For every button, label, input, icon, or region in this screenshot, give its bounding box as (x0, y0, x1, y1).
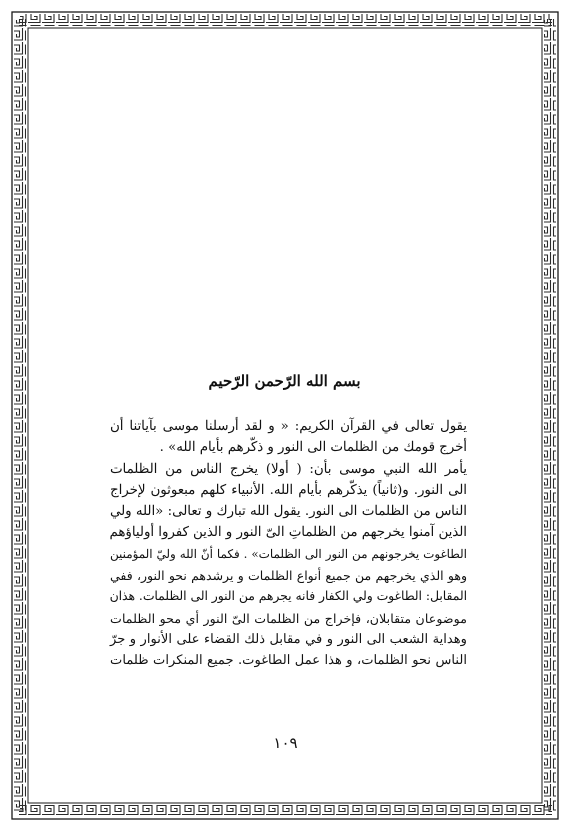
text-line: الطاغوت يخرجونهم من النور الى الظلمات» . فكما أنّ الله وليّ المؤمنين (110, 546, 467, 561)
text-line: الذين آمنوا يخرجهم من الظلماتِ الىّ النور و الذين كفروا أولياؤهم (109, 525, 467, 541)
text-line: وهداية الشعب الى النور و في مقابل ذلك القضاء على الأنوار و جرّ (110, 631, 467, 647)
text-line: موضوعان متقابلان، فإخراج من الظلمات الىّ النور أي محو الظلمات (110, 610, 467, 626)
text-line: يأمر الله النبي موسى بأن: ( أولا) يخرج الناس من الظلمات (110, 461, 467, 477)
text-line: الناس نحو الظلمات، و هذا عمل الطاغوت. جميع المنكرات ظلمات (110, 653, 467, 669)
text-line: يقول تعالى في القرآن الكريم: « و لقد أرسلنا موسى بآياتنا أن (110, 419, 467, 434)
paragraph-1 (110, 416, 467, 459)
page-number: ١٠٩ (273, 734, 298, 752)
text-line: وهو الذي يخرجهم من جميع أنواع الظلمات و يرشدهم نحو النور، ففي (110, 568, 467, 584)
text-line: الناس من الظلمات الى النور. يقول الله تبارك و تعالى: «الله ولي (110, 504, 467, 520)
page-body (110, 372, 467, 672)
paragraph-2 (110, 459, 467, 672)
text-line: المقابل: الطاغوت ولي الكفار فانه يجرهم من النور الى الظلمات. هذان (109, 589, 467, 604)
text-line: الى النور. و(ثانياً) يذكّرهم بأيام الله. الأنبياء كلهم مبعوثون لإخراج (110, 482, 467, 498)
basmala-heading: بسم الله الرّحمن الرّحيم (208, 372, 361, 390)
text-line: أخرج قومك من الظلمات الى النور و ذكّرهم بأيام الله» . (159, 440, 467, 456)
